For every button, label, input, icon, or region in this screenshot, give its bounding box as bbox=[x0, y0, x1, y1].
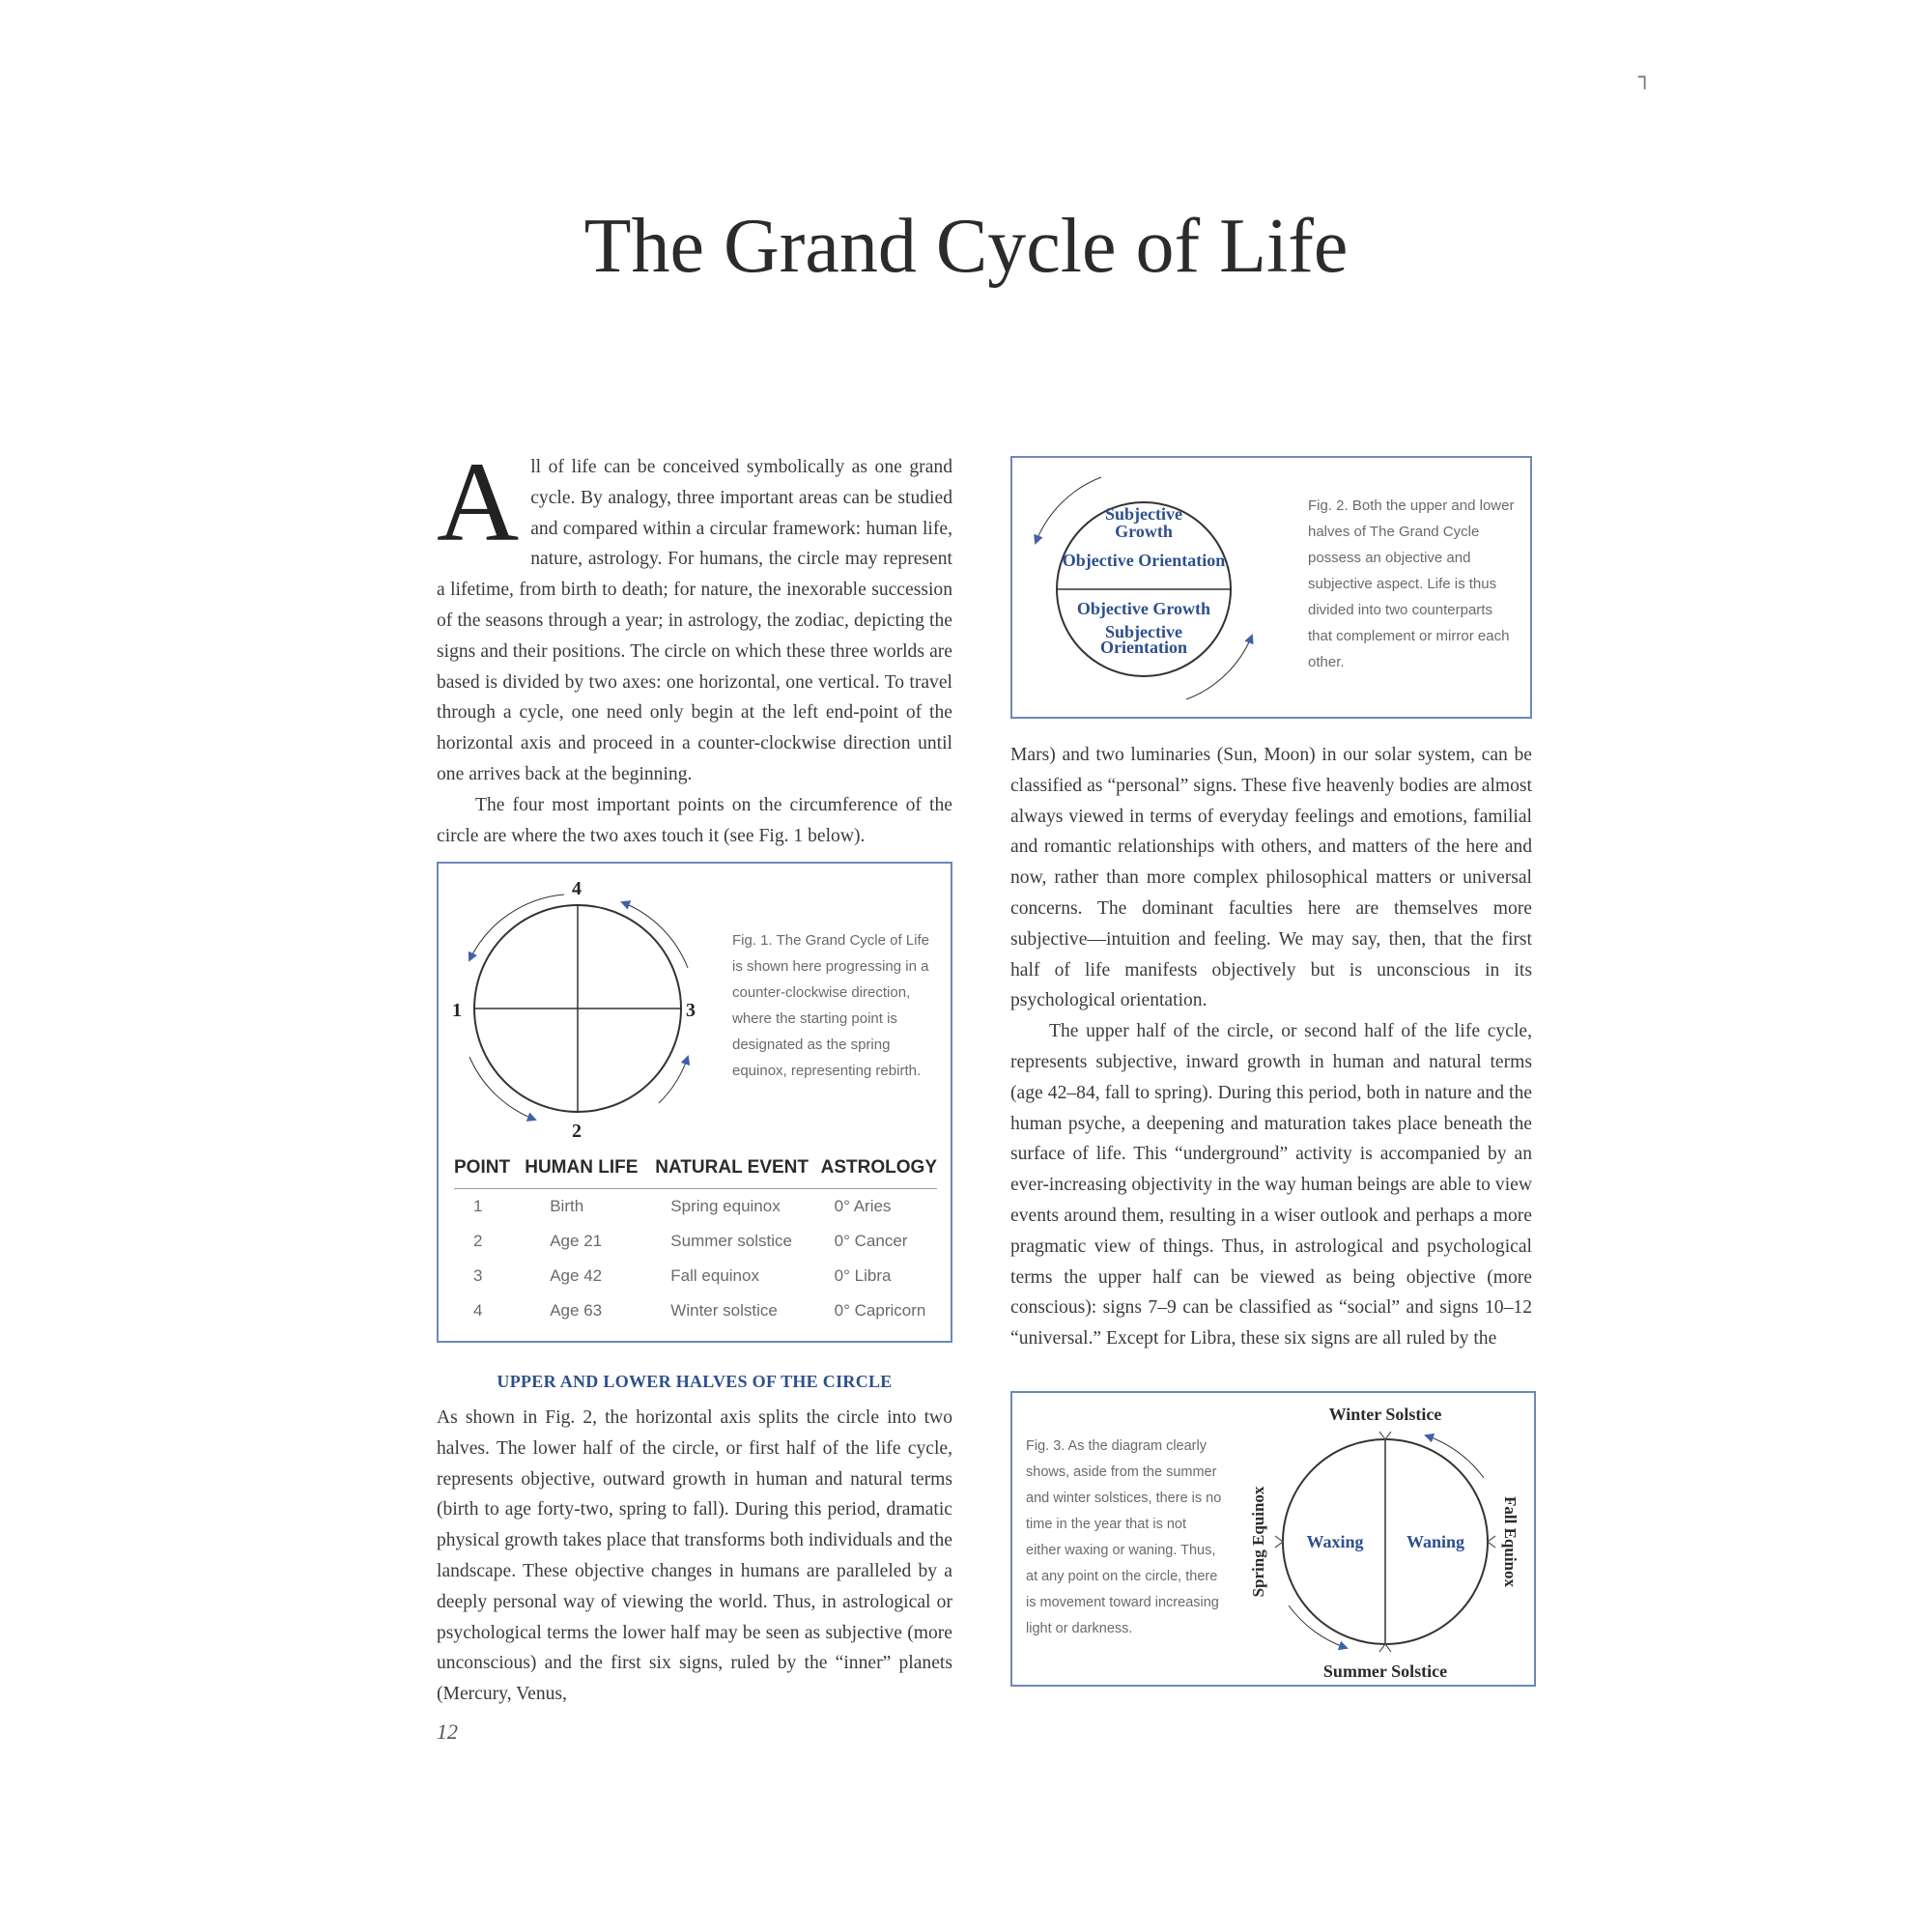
fig3-chevron-top bbox=[1379, 1432, 1391, 1439]
fig1-arrow-top-right bbox=[622, 902, 688, 968]
page-title: The Grand Cycle of Life bbox=[583, 204, 1349, 289]
table-header-natural-event: NATURAL EVENT bbox=[655, 1157, 820, 1189]
page-number: 12 bbox=[437, 1719, 458, 1744]
drop-cap: A bbox=[437, 439, 520, 565]
corner-crop-mark: ┐ bbox=[1638, 66, 1652, 90]
table-cell: Age 63 bbox=[550, 1301, 603, 1320]
fig2-lower-label-3: Orientation bbox=[1100, 638, 1187, 657]
fig1-label-1: 1 bbox=[452, 1000, 462, 1021]
fig3-summer-solstice: Summer Solstice bbox=[1322, 1662, 1448, 1681]
fig3-chevron-right bbox=[1488, 1536, 1495, 1548]
table-cell: 2 bbox=[473, 1232, 483, 1250]
fig1-arrow-bottom-right bbox=[659, 1057, 688, 1103]
fig1-box bbox=[437, 862, 952, 1343]
table-cell: 1 bbox=[473, 1197, 483, 1215]
intro-paragraph-2: The four most important points on the circumference of the circle are where the two axes touch it (see Fig. 1 below). bbox=[437, 794, 952, 846]
table-cell: Spring equinox bbox=[670, 1197, 781, 1215]
fig2-box bbox=[1010, 456, 1532, 719]
fig1-table bbox=[454, 1157, 937, 1328]
table-row bbox=[454, 1224, 937, 1259]
table-cell: Age 21 bbox=[550, 1232, 603, 1250]
table-cell: Age 42 bbox=[550, 1266, 603, 1285]
fig2-arrow-lower bbox=[1186, 636, 1252, 699]
fig3-chevron-left bbox=[1275, 1536, 1283, 1548]
fig1-arrow-top-left bbox=[469, 895, 564, 960]
table-cell: Birth bbox=[550, 1197, 584, 1215]
fig2-upper-label-2: Growth bbox=[1115, 522, 1173, 541]
table-cell: 0° Aries bbox=[834, 1197, 892, 1215]
table-cell: 4 bbox=[473, 1301, 483, 1320]
fig2-lower-label-2: Subjective bbox=[1105, 622, 1182, 641]
intro-paragraph: ll of life can be conceived symbolically as one grand cycle. By analogy, three important areas can be studied and compared within a circular framework: human life, nature, astrology. For humans, the circle may represent a lifetime, from birth to death; for nature, the inexorable succession of the seasons through a year; in astrology, the zodiac, depicting the signs and their positions. The circle on which these three worlds are based is divided by two axes: one horizontal, one vertical. To travel through a cycle, one need only begin at the left end-point of the horizontal axis and proceed in a counter-clockwise direction until one arrives back at the beginning. bbox=[437, 457, 952, 784]
table-header-row bbox=[454, 1157, 937, 1189]
table-row bbox=[454, 1293, 937, 1328]
fig3-spring-equinox: Spring Equinox bbox=[1249, 1486, 1267, 1598]
fig2-arrow-upper bbox=[1036, 477, 1101, 543]
halves-paragraph: As shown in Fig. 2, the horizontal axis splits the circle into two halves. The lower half of the circle, or first half of the life cycle, represents objective, outward growth in human and natural terms (birth to age forty-two, spring to fall). During this period, dramatic physical growth takes place that transforms both individuals and the landscape. These objective changes in humans are paralleled by a deeply personal way of viewing the world. Thus, in astrological or psychological terms the lower half may be seen as subjective (more unconscious) and the first six signs, ruled by the “inner” planets (Mercury, Venus, bbox=[437, 1407, 952, 1705]
fig2-caption: Fig. 2. Both the upper and lower halves of The Grand Cycle possess an objective and subjective aspect. Life is thus divided into two counterparts that complement or mirror each other. bbox=[1308, 497, 1515, 670]
table-header-human-life: HUMAN LIFE bbox=[525, 1157, 655, 1189]
table-cell: 0° Cancer bbox=[834, 1232, 908, 1250]
fig3-arrow-lower-left bbox=[1289, 1605, 1347, 1648]
table-row bbox=[454, 1189, 937, 1225]
fig3-waning: Waning bbox=[1406, 1532, 1465, 1551]
table-header-astrology: ASTROLOGY bbox=[821, 1157, 937, 1189]
left-lower-text bbox=[437, 1403, 952, 1710]
fig1-label-4: 4 bbox=[572, 878, 582, 899]
table-row bbox=[454, 1259, 937, 1293]
fig1-label-2: 2 bbox=[572, 1121, 582, 1142]
fig1-caption: Fig. 1. The Grand Cycle of Life is shown here progressing in a counter-clockwise direction, where the starting point is designated as the spring equinox, representing rebirth. bbox=[732, 932, 929, 1079]
fig3-box bbox=[1010, 1391, 1536, 1687]
table-cell: 3 bbox=[473, 1266, 483, 1285]
section-heading: UPPER AND LOWER HALVES OF THE CIRCLE bbox=[497, 1372, 893, 1391]
personal-signs-paragraph: Mars) and two luminaries (Sun, Moon) in our solar system, can be classified as “personal” signs. These five heavenly bodies are almost always viewed in terms of everyday feelings and emotions, familial and romantic relationships with others, and matters of the here and now, rather than more complex philosophical matters or universal concerns. The dominant faculties here are themselves more subjective—intuition and feeling. We may say, then, that the first half of life manifests objectively but is unconscious in its psychological orientation. bbox=[1010, 745, 1532, 1011]
fig1-arrow-bottom-left bbox=[469, 1057, 535, 1120]
right-column-text bbox=[1010, 740, 1532, 1354]
fig3-caption: Fig. 3. As the diagram clearly shows, aside from the summer and winter solstices, there is no time in the year that is not either waxing or waning. Thus, at any point on the circle, there is movement toward increasing light or darkness. bbox=[1026, 1438, 1222, 1636]
fig2-upper-label-3: Objective Orientation bbox=[1062, 551, 1226, 570]
fig2-lower-label-1: Objective Growth bbox=[1076, 599, 1211, 618]
fig3-arrow-upper-right bbox=[1426, 1435, 1484, 1478]
fig2-upper-label-1: Subjective bbox=[1105, 504, 1182, 524]
upper-half-paragraph: The upper half of the circle, or second half of the life cycle, represents subjective, inward growth in human and natural terms (age 42–84, fall to spring). During this period, both in nature and the human psyche, a deepening and maturation takes place beneath the surface of life. This “underground” activity is accompanied by an ever-increasing objectivity in the way human beings are able to view events around them, resulting in a wiser outlook and perhaps a more pragmatic view of things. Thus, in astrological and psychological terms the upper half can be viewed as being objective (more conscious): signs 7–9 can be classified as “social” and signs 10–12 “universal.” Except for Libra, these six signs are all ruled by the bbox=[1010, 1021, 1532, 1350]
table-cell: Winter solstice bbox=[670, 1301, 778, 1320]
fig2-diagram bbox=[1012, 458, 1293, 719]
table-cell: Summer solstice bbox=[670, 1232, 792, 1250]
fig1-label-3: 3 bbox=[686, 1000, 696, 1021]
fig3-waxing: Waxing bbox=[1306, 1532, 1364, 1551]
left-intro-text bbox=[437, 439, 952, 851]
fig3-diagram bbox=[1225, 1393, 1536, 1687]
fig1-diagram bbox=[439, 864, 748, 1144]
table-cell: Fall equinox bbox=[670, 1266, 759, 1285]
table-header-point: POINT bbox=[454, 1157, 525, 1189]
fig3-winter-solstice: Winter Solstice bbox=[1328, 1405, 1442, 1424]
fig3-fall-equinox: Fall Equinox bbox=[1501, 1495, 1520, 1588]
table-cell: 0° Libra bbox=[834, 1266, 892, 1285]
table-cell: 0° Capricorn bbox=[834, 1301, 926, 1320]
fig3-chevron-bottom bbox=[1379, 1644, 1391, 1652]
